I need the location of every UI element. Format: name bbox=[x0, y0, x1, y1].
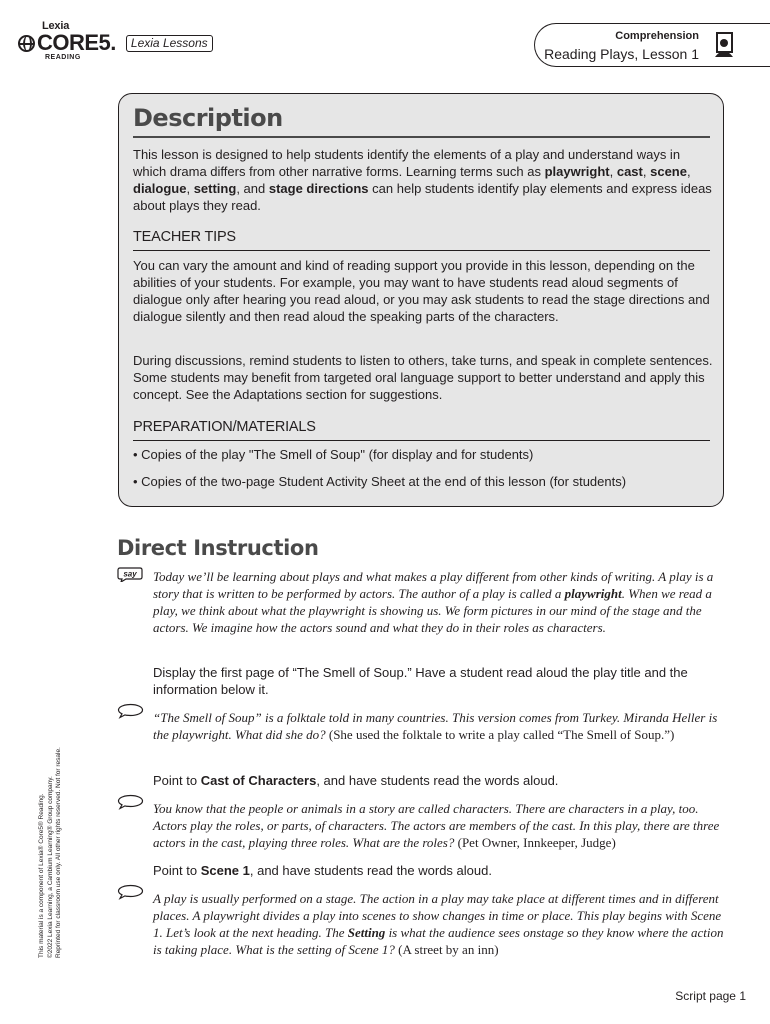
teacher-tips-paragraph-2: During discussions, remind students to listen to others, take turns, and speak in complete sentences. Some students may benefit from targeted oral language support to better understand and apply this concept. See the Adaptations section for suggestions. bbox=[133, 353, 713, 402]
teacher-direction: Display the first page of “The Smell of Soup.” Have a student read aloud the play title and the information below it. bbox=[153, 665, 688, 697]
brand-row bbox=[18, 32, 213, 54]
teacher-script: “The Smell of Soup” is a folktale told in many countries. This version comes from Turkey. Miranda Heller is the playwright. What did she do? (She used the folktale to write a play called “The Smell of Soup.”) bbox=[153, 710, 718, 742]
term-cast: cast bbox=[616, 164, 643, 179]
description-title: Description bbox=[133, 104, 283, 132]
term-setting: Setting bbox=[347, 925, 386, 940]
term-playwright: playwright bbox=[544, 164, 610, 179]
term-dialogue: dialogue bbox=[133, 181, 187, 196]
say-icon bbox=[117, 567, 143, 582]
speech-bubble-icon bbox=[117, 703, 144, 719]
speech-bubble-icon bbox=[117, 794, 144, 810]
teacher-tips-heading: TEACHER TIPS bbox=[133, 229, 236, 245]
page-label: Script page 1 bbox=[675, 989, 746, 1003]
lexia-core5-logo bbox=[18, 20, 248, 64]
lesson-title: Reading Plays, Lesson 1 bbox=[544, 46, 699, 62]
brand-core5: CORE5. bbox=[37, 30, 116, 55]
brand-reading: READING bbox=[45, 54, 81, 61]
brand-lexia: Lexia bbox=[42, 20, 70, 32]
term-setting: setting bbox=[193, 181, 237, 196]
copyright-note: This material is a component of Lexia® Core5® Reading. ©2022 Lexia Learning, a Cambium Learning® Group company. Reprinted for classroom use only. All other rights reserved. Not for resale. bbox=[38, 747, 62, 958]
lesson-category: Comprehension bbox=[615, 30, 699, 42]
description-intro: This lesson is designed to help students identify the elements of a play and understand ways in which drama differs from other narrative forms. Learning terms such as playwright, cast, scene, dialogue, setting, and stage directions can help students identify play elements and express ideas about plays they read. bbox=[133, 147, 712, 213]
divider bbox=[133, 440, 710, 441]
term-stage-directions: stage directions bbox=[268, 181, 369, 196]
description-panel bbox=[118, 93, 724, 507]
teacher-direction: Point to Cast of Characters, and have students read the words aloud. bbox=[153, 773, 559, 788]
lesson-tab bbox=[534, 23, 770, 67]
teacher-script: A play is usually performed on a stage. The action in a play may take place at different times and in different places. A playwright divides a play into scenes to show changes in time or place. This play begins with Scene 1. Let’s look at the next heading. The Setting is what the audience sees onstage so they know where the action is taking place. What is the setting of Scene 1? (A street by an inn) bbox=[153, 891, 724, 957]
svg-text:say: say bbox=[123, 569, 137, 579]
materials-item: • Copies of the two-page Student Activity Sheet at the end of this lesson (for students) bbox=[133, 474, 627, 489]
divider bbox=[133, 250, 710, 251]
reader-icon bbox=[713, 32, 737, 58]
term-scene: scene bbox=[650, 164, 687, 179]
expected-answer: (She used the folktale to write a play called “The Smell of Soup.”) bbox=[328, 727, 675, 742]
expected-answer: (Pet Owner, Innkeeper, Judge) bbox=[457, 835, 616, 850]
direct-instruction-title: Direct Instruction bbox=[117, 536, 319, 560]
teacher-direction: Point to Scene 1, and have students read the words aloud. bbox=[153, 863, 492, 878]
brand-lexia-lessons: Lexia Lessons bbox=[126, 35, 213, 52]
materials-item: • Copies of the play "The Smell of Soup" (for display and for students) bbox=[133, 447, 534, 462]
expected-answer: (A street by an inn) bbox=[398, 942, 499, 957]
divider bbox=[133, 136, 710, 138]
globe-icon bbox=[18, 35, 35, 52]
teacher-script: You know that the people or animals in a story are called characters. There are characters in a play, too. Actors play the roles, or parts, of characters. The actors are members of the cast. In this play, there are three actors in the cast, playing three roles. What are the roles? (Pet Owner, Innkeeper, Judge) bbox=[153, 801, 720, 850]
term-playwright: playwright bbox=[564, 586, 622, 601]
teacher-tips-paragraph-1: You can vary the amount and kind of reading support you provide in this lesson, depending on the abilities of your students. For example, you may want to have students read aloud segments of dialogue only after hearing you read aloud, or you may ask students to read the stage directions and dialogue silently and then read aloud the speaking parts of the characters. bbox=[133, 258, 710, 324]
teacher-script: Today we’ll be learning about plays and what makes a play different from other kinds of writing. A play is a story that is written to be performed by actors. The author of a play is called a playwright. When we read a play, we think about what the playwright is showing us. We form pictures in our mind of the stage and the actors. We imagine how the actors sound and what they do in their roles as characters. bbox=[153, 569, 714, 635]
speech-bubble-icon bbox=[117, 884, 144, 900]
preparation-heading: PREPARATION/MATERIALS bbox=[133, 419, 316, 435]
